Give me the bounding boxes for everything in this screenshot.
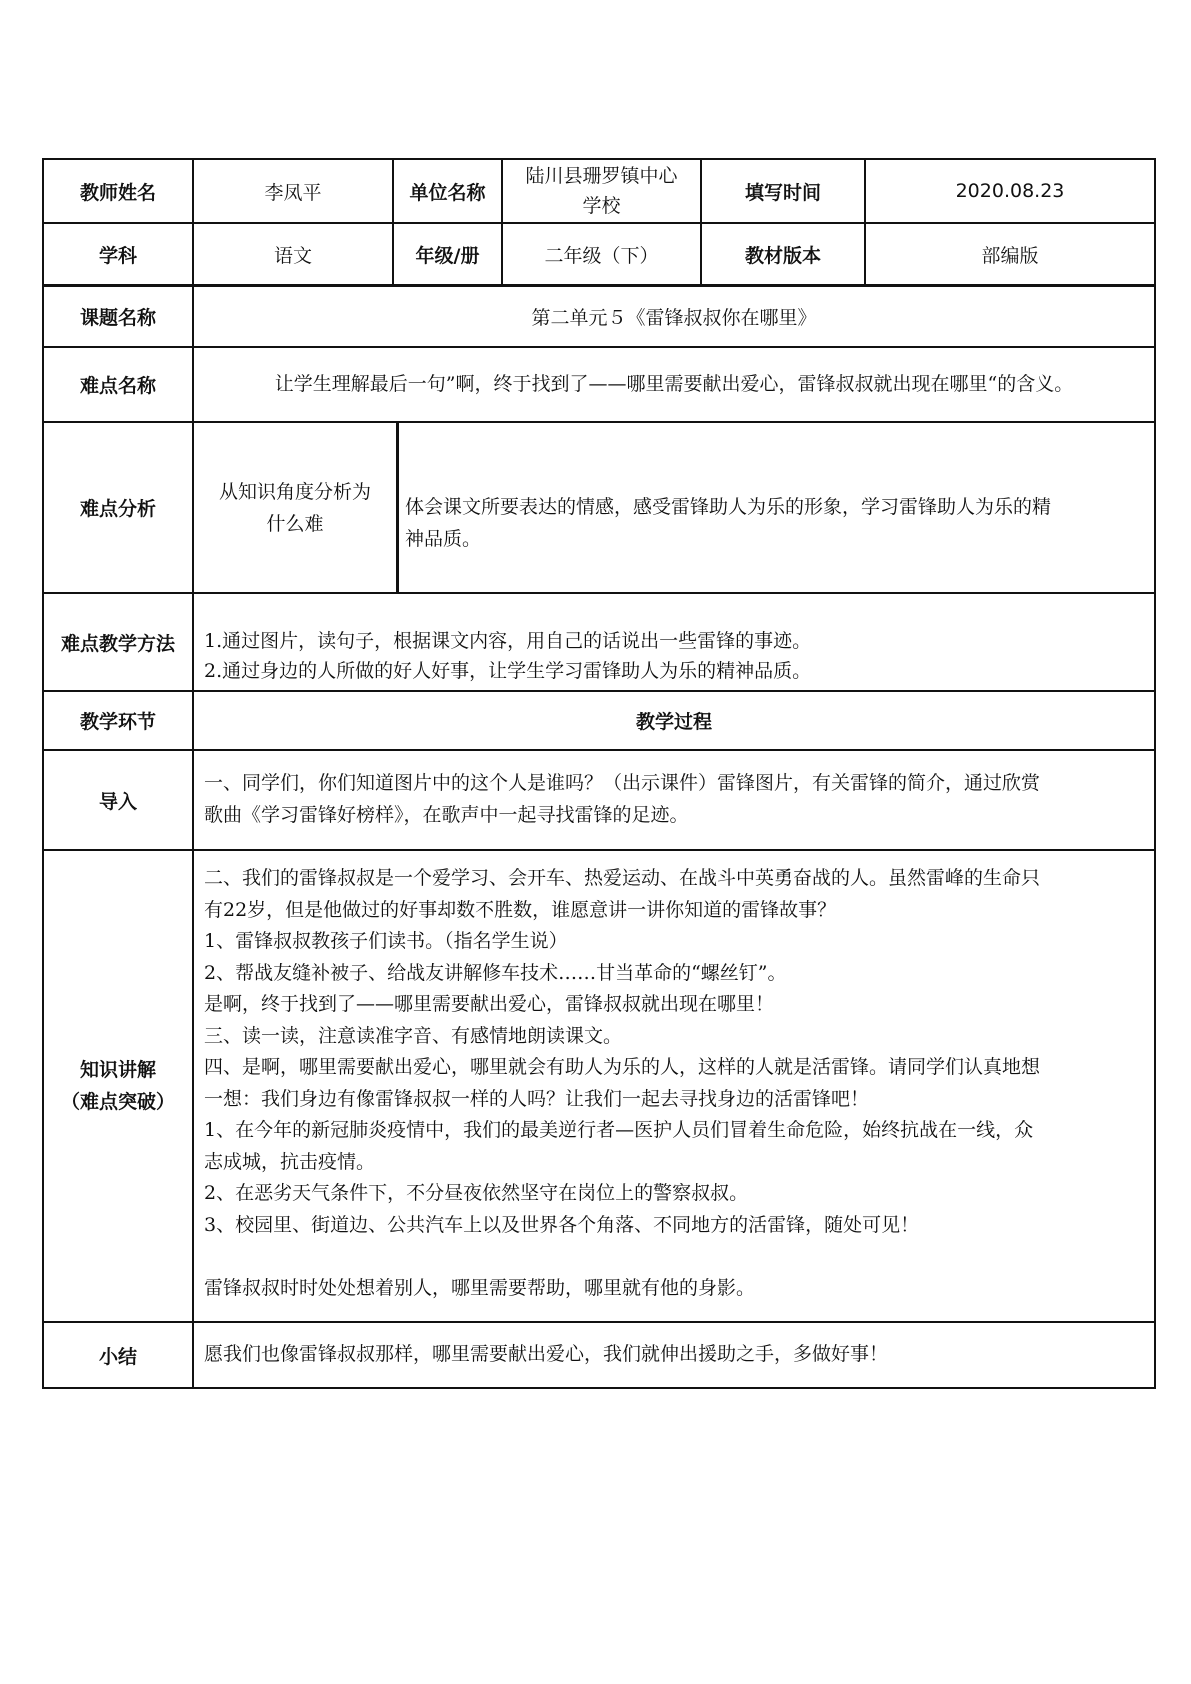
knowledge-line: 是啊，终于找到了——哪里需要献出爱心，雷锋叔叔就出现在哪里！ [204, 993, 775, 1015]
intro-line: 歌曲《学习雷锋好榜样》，在歌声中一起寻找雷锋的足迹。 [204, 803, 689, 826]
subject-value: 语文 [273, 244, 312, 267]
knowledge-label-line: （难点突破） [60, 1091, 175, 1113]
knowledge-label [44, 851, 192, 1321]
analysis-line: 神品质。 [405, 527, 482, 550]
knowledge-line: 2、在恶劣天气条件下，不分昼夜依然坚守在岗位上的警察叔叔。 [204, 1182, 749, 1204]
grade-value: 二年级（下） [544, 244, 659, 267]
lesson-title-label: 课题名称 [79, 307, 156, 329]
teaching-method-label: 难点教学方法 [60, 632, 175, 655]
summary-text: 愿我们也像雷锋叔叔那样，哪里需要献出爱心，我们就伸出援助之手，多做好事！ [204, 1343, 889, 1366]
knowledge-line [204, 1241, 1152, 1273]
difficulty-name-label: 难点名称 [79, 375, 156, 397]
knowledge-line: 四、是啊，哪里需要献出爱心，哪里就会有助人为乐的人，这样的人就是活雷锋。请同学们认真地想 [204, 1056, 1041, 1078]
row-divider [42, 849, 1156, 851]
fill-date-value: 2020.08.23 [955, 180, 1065, 202]
fill-date-label: 填写时间 [744, 181, 821, 204]
knowledge-line: 2、帮战友缝补被子、给战友讲解修车技术……甘当革命的“螺丝钉”。 [204, 961, 787, 984]
knowledge-line: 1、雷锋叔叔教孩子们读书。（指名学生说） [204, 930, 568, 952]
textbook-edition-value: 部编版 [981, 244, 1039, 267]
unit-name-value [503, 160, 700, 222]
column-divider [396, 421, 399, 593]
intro-text [204, 768, 1152, 834]
lesson-title-value: 第二单元５《雷锋叔叔你在哪里》 [531, 307, 817, 329]
knowledge-line: 三、读一读，注意读准字音、有感情地朗读课文。 [204, 1024, 623, 1047]
analysis-perspective [194, 423, 396, 592]
teacher-name-value: 李凤平 [264, 181, 322, 204]
knowledge-line: 二、我们的雷锋叔叔是一个爱学习、会开车、热爱运动、在战斗中英勇奋战的人。虽然雷峰的生命只 [204, 867, 1041, 889]
subject-label: 学科 [98, 244, 137, 267]
knowledge-label-line: 知识讲解 [79, 1059, 156, 1081]
analysis-perspective-line: 从知识角度分析为 [218, 480, 371, 503]
method-line: 2.通过身边的人所做的好人好事，让学生学习雷锋助人为乐的精神品质。 [204, 660, 812, 682]
knowledge-text [204, 863, 1152, 1315]
teaching-process-header: 教学过程 [635, 711, 712, 733]
difficulty-analysis-label: 难点分析 [79, 498, 156, 520]
row-divider [42, 749, 1156, 751]
difficulty-analysis-text [405, 492, 1153, 556]
method-line: 1.通过图片，读句子，根据课文内容，用自己的话说出一些雷锋的事迹。 [204, 630, 812, 652]
knowledge-line: 有22岁，但是他做过的好事却数不胜数，谁愿意讲一讲你知道的雷锋故事？ [204, 898, 837, 921]
analysis-perspective-line: 什么难 [266, 512, 324, 535]
intro-line: 一、同学们，你们知道图片中的这个人是谁吗？（出示课件）雷锋图片，有关雷锋的简介，通过欣赏 [204, 772, 1041, 794]
difficulty-name-value: 让学生理解最后一句”啊，终于找到了——哪里需要献出爱心，雷锋叔叔就出现在哪里“的含义。 [274, 372, 1074, 395]
knowledge-line: 3、校园里、街道边、公共汽车上以及世界各个角落、不同地方的活雷锋，随处可见！ [204, 1213, 920, 1236]
intro-label: 导入 [98, 790, 137, 813]
knowledge-line: 雷锋叔叔时时处处想着别人，哪里需要帮助，哪里就有他的身影。 [204, 1276, 756, 1299]
teaching-method-text [204, 626, 1152, 688]
knowledge-line: 1、在今年的新冠肺炎疫情中，我们的最美逆行者—医护人员们冒着生命危险，始终抗战在一线，众 [204, 1119, 1034, 1141]
knowledge-line: 志成城，抗击疫情。 [204, 1150, 376, 1173]
knowledge-line: 一想：我们身边有像雷锋叔叔一样的人吗？让我们一起去寻找身边的活雷锋吧！ [204, 1087, 870, 1110]
teacher-name-label: 教师姓名 [79, 181, 156, 204]
analysis-line: 体会课文所要表达的情感，感受雷锋助人为乐的形象，学习雷锋助人为乐的精 [405, 496, 1052, 518]
grade-label: 年级/册 [415, 244, 480, 267]
textbook-edition-label: 教材版本 [744, 244, 821, 267]
teaching-stage-header: 教学环节 [79, 711, 156, 733]
row-divider [42, 592, 1156, 594]
summary-label: 小结 [98, 1345, 137, 1368]
unit-name-label: 单位名称 [409, 181, 486, 204]
unit-name-line: 陆川县珊罗镇中心 [525, 165, 678, 187]
unit-name-line: 学校 [582, 195, 621, 217]
